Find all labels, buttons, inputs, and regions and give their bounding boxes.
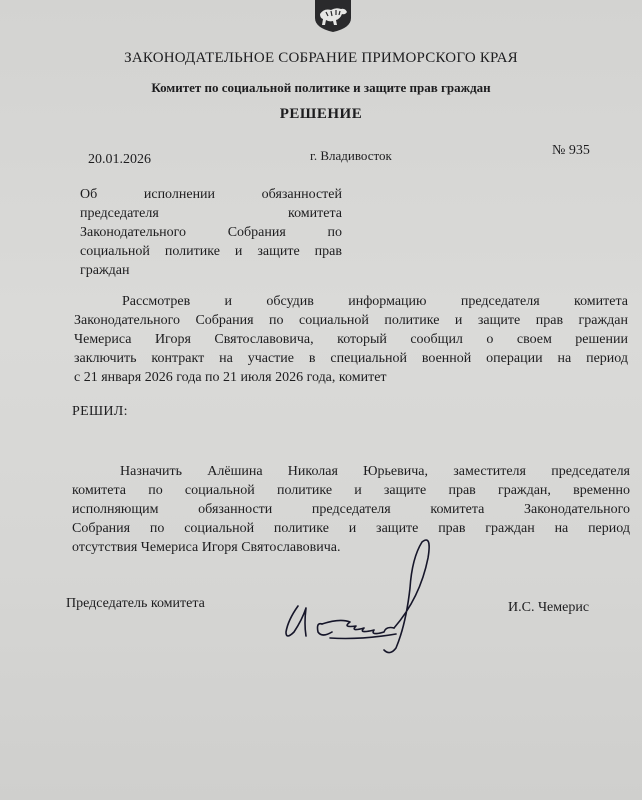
preamble-line: с 21 января 2026 года по 21 июля 2026 года, комитет [74,370,387,385]
document-date: 20.01.2026 [88,152,151,167]
decision-line: комитета по социальной политике и защите прав граждан, временно [72,483,630,498]
document-type-title: РЕШЕНИЕ [279,106,363,122]
organization-name: ЗАКОНОДАТЕЛЬНОЕ СОБРАНИЕ ПРИМОРСКОГО КРАЯ [124,50,518,66]
coat-of-arms-tiger-icon [314,0,352,32]
decision-line: Собрания по социальной политике и защите прав граждан на период [72,521,630,536]
decision-line: Назначить Алёшина Николая Юрьевича, заместителя председателя [120,464,630,479]
subject-line: Об исполнении обязанностей [80,187,342,202]
decision-line: исполняющим обязанности председателя комитета Законодательного [72,502,630,517]
signatory-name: И.С. Чемерис [508,600,590,615]
document-number: № 935 [552,143,590,158]
document-city: г. Владивосток [310,148,392,163]
decision-line: отсутствия Чемериса Игоря Святославовича. [72,540,341,555]
preamble-line: Рассмотрев и обсудив информацию председателя комитета [122,294,628,309]
document-subject [80,185,342,280]
subject-line: председателя комитета [80,206,342,221]
preamble-line: заключить контракт на участие в специальной военной операции на период [74,351,628,366]
preamble-paragraph [74,292,628,387]
subject-line: социальной политике и защите прав [80,244,342,259]
resolved-label: РЕШИЛ: [72,404,128,419]
preamble-line: Чемериса Игоря Святославовича, который сообщил о своем решении [74,332,628,347]
preamble-line: Законодательного Собрания по социальной политике и защите прав граждан [74,313,628,328]
handwritten-signature [270,528,450,658]
committee-name: Комитет по социальной политике и защите прав граждан [151,80,491,95]
subject-line: граждан [80,263,130,278]
subject-line: Законодательного Собрания по [80,225,342,240]
signatory-role: Председатель комитета [66,596,205,611]
